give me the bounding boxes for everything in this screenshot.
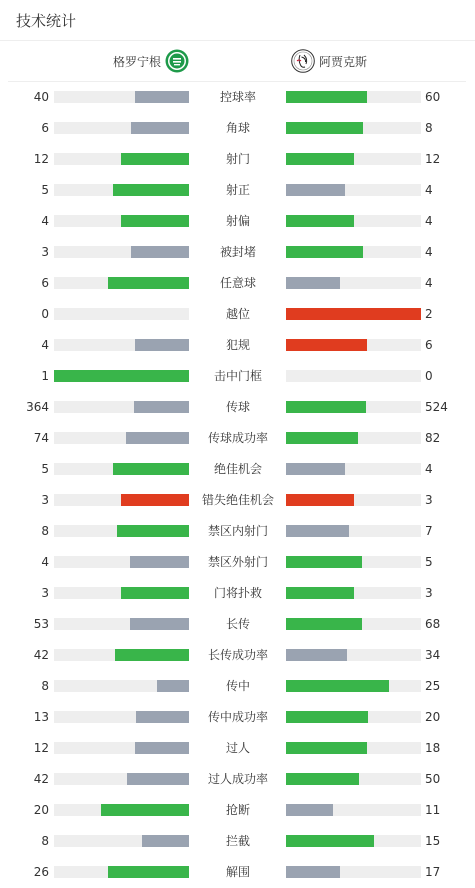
stat-label: 越位 xyxy=(225,307,250,321)
away-stat-bar-track xyxy=(286,680,421,692)
home-stat-bar-track xyxy=(54,246,189,258)
home-stat-bar xyxy=(130,618,189,630)
stat-row xyxy=(0,112,475,143)
away-stat-bar xyxy=(286,525,349,537)
away-stat-value: 7 xyxy=(425,524,433,538)
stat-label: 射偏 xyxy=(225,214,250,228)
home-stat-value: 8 xyxy=(41,834,49,848)
home-stat-bar-track xyxy=(54,122,189,134)
home-stat-bar-track xyxy=(54,215,189,227)
home-stat-bar-track xyxy=(54,773,189,785)
away-stat-bar-track xyxy=(286,618,421,630)
away-stat-bar-track xyxy=(286,91,421,103)
home-stat-bar-track xyxy=(54,556,189,568)
away-stat-bar-track xyxy=(286,742,421,754)
stat-row xyxy=(0,670,475,701)
away-stat-value: 18 xyxy=(425,741,441,755)
stat-row xyxy=(0,732,475,763)
away-stat-value: 0 xyxy=(425,369,433,383)
stat-label: 解围 xyxy=(225,865,250,879)
stat-row xyxy=(0,763,475,794)
away-stat-value: 82 xyxy=(425,431,441,445)
away-stat-value: 11 xyxy=(425,803,441,817)
home-stat-value: 42 xyxy=(33,772,49,786)
home-stat-value: 12 xyxy=(33,741,49,755)
stat-row xyxy=(0,267,475,298)
home-stat-bar xyxy=(142,835,189,847)
home-stat-bar-track xyxy=(54,835,189,847)
away-stat-value: 4 xyxy=(425,245,433,259)
away-stat-value: 12 xyxy=(425,152,441,166)
home-stat-value: 6 xyxy=(41,121,49,135)
away-stat-bar xyxy=(286,742,367,754)
stat-row xyxy=(0,856,475,887)
away-stat-value: 17 xyxy=(425,865,441,879)
home-stat-value: 4 xyxy=(41,555,49,569)
away-stat-bar-track xyxy=(286,215,421,227)
away-stat-bar-track xyxy=(286,866,421,878)
away-stat-value: 20 xyxy=(425,710,441,724)
home-team[interactable] xyxy=(109,48,189,74)
home-stat-bar xyxy=(108,866,189,878)
page-title: 技术统计 xyxy=(16,12,77,30)
home-stat-value: 8 xyxy=(41,524,49,538)
home-stat-bar xyxy=(134,401,189,413)
ajax-logo-icon xyxy=(291,49,315,73)
home-stat-bar-track xyxy=(54,153,189,165)
stat-row xyxy=(0,422,475,453)
away-stat-bar-track xyxy=(286,773,421,785)
home-stat-bar-track xyxy=(54,618,189,630)
home-stat-bar-track xyxy=(54,308,189,320)
home-stat-value: 1 xyxy=(41,369,49,383)
away-stat-value: 524 xyxy=(425,400,448,414)
stat-row xyxy=(0,236,475,267)
away-stat-bar xyxy=(286,773,359,785)
away-stat-bar-track xyxy=(286,587,421,599)
home-stat-value: 5 xyxy=(41,183,49,197)
home-stat-bar xyxy=(115,649,189,661)
stat-label: 禁区外射门 xyxy=(207,555,268,569)
stat-label: 射门 xyxy=(225,152,250,166)
home-stat-value: 74 xyxy=(33,431,49,445)
home-stat-bar-track xyxy=(54,277,189,289)
stat-label: 长传 xyxy=(225,617,250,631)
away-stat-bar xyxy=(286,153,354,165)
home-stat-bar xyxy=(131,246,189,258)
away-stat-value: 4 xyxy=(425,183,433,197)
away-stat-bar-track xyxy=(286,339,421,351)
home-stat-bar xyxy=(135,339,189,351)
home-stat-value: 8 xyxy=(41,679,49,693)
away-stat-value: 5 xyxy=(425,555,433,569)
away-stat-bar xyxy=(286,835,374,847)
away-stat-bar-track xyxy=(286,122,421,134)
home-stat-value: 26 xyxy=(33,865,49,879)
home-stat-value: 42 xyxy=(33,648,49,662)
away-stat-bar xyxy=(286,680,389,692)
stat-row xyxy=(0,81,475,112)
home-stat-bar xyxy=(121,153,189,165)
home-stat-bar xyxy=(117,525,189,537)
stat-label: 传球成功率 xyxy=(207,431,268,445)
home-stat-bar-track xyxy=(54,401,189,413)
home-stat-bar xyxy=(54,370,189,382)
stat-row xyxy=(0,701,475,732)
away-stat-bar xyxy=(286,711,368,723)
away-stat-bar-track xyxy=(286,370,421,382)
away-stat-value: 68 xyxy=(425,617,441,631)
stat-label: 传球 xyxy=(225,400,250,414)
away-stat-bar xyxy=(286,308,421,320)
stat-row xyxy=(0,825,475,856)
away-stat-value: 4 xyxy=(425,462,433,476)
home-stat-bar xyxy=(131,122,189,134)
away-stat-bar xyxy=(286,277,340,289)
home-stat-bar-track xyxy=(54,804,189,816)
stat-row xyxy=(0,515,475,546)
stat-label: 射正 xyxy=(225,183,250,197)
stat-row xyxy=(0,546,475,577)
home-stat-bar xyxy=(121,494,189,506)
away-stat-bar xyxy=(286,494,354,506)
stat-label: 传中 xyxy=(225,679,250,693)
home-stat-bar-track xyxy=(54,370,189,382)
away-stat-value: 4 xyxy=(425,214,433,228)
away-stat-bar-track xyxy=(286,246,421,258)
away-stat-value: 60 xyxy=(425,90,441,104)
away-stat-bar-track xyxy=(286,525,421,537)
away-stat-bar-track xyxy=(286,401,421,413)
home-stat-value: 364 xyxy=(26,400,49,414)
home-stat-value: 20 xyxy=(33,803,49,817)
away-stat-value: 8 xyxy=(425,121,433,135)
away-stat-bar-track xyxy=(286,711,421,723)
away-stat-value: 25 xyxy=(425,679,441,693)
stat-row xyxy=(0,484,475,515)
home-stat-bar xyxy=(113,184,189,196)
home-stat-bar-track xyxy=(54,91,189,103)
away-stat-bar xyxy=(286,91,367,103)
away-stat-value: 3 xyxy=(425,493,433,507)
home-stat-bar xyxy=(135,91,189,103)
away-stat-bar xyxy=(286,463,345,475)
away-stat-bar-track xyxy=(286,556,421,568)
stats-list xyxy=(0,81,475,887)
home-stat-bar-track xyxy=(54,711,189,723)
stat-label: 控球率 xyxy=(219,90,256,104)
away-team[interactable] xyxy=(291,48,371,74)
stat-row xyxy=(0,143,475,174)
stat-row xyxy=(0,174,475,205)
stat-label: 击中门框 xyxy=(213,369,262,383)
home-stat-bar xyxy=(121,587,189,599)
home-stat-bar xyxy=(113,463,189,475)
stat-label: 抢断 xyxy=(225,803,250,817)
away-team-name: 阿贾克斯 xyxy=(319,54,368,69)
home-stat-bar xyxy=(127,773,189,785)
stat-label: 门将扑救 xyxy=(213,586,262,600)
away-stat-bar-track xyxy=(286,432,421,444)
stat-row xyxy=(0,453,475,484)
stat-label: 任意球 xyxy=(219,276,256,290)
home-stat-bar xyxy=(126,432,189,444)
stat-label: 长传成功率 xyxy=(207,648,268,662)
away-stat-bar-track xyxy=(286,277,421,289)
home-stat-bar-track xyxy=(54,649,189,661)
home-stat-bar-track xyxy=(54,525,189,537)
stat-row xyxy=(0,794,475,825)
away-stat-bar xyxy=(286,184,345,196)
home-stat-bar xyxy=(130,556,189,568)
home-stat-bar-track xyxy=(54,680,189,692)
home-stat-value: 6 xyxy=(41,276,49,290)
away-stat-bar xyxy=(286,215,354,227)
home-stat-bar-track xyxy=(54,494,189,506)
home-stat-value: 13 xyxy=(33,710,49,724)
fc-groningen-logo-icon xyxy=(165,49,189,73)
home-stat-value: 4 xyxy=(41,214,49,228)
home-stat-bar-track xyxy=(54,432,189,444)
page-header xyxy=(0,0,475,41)
home-stat-bar xyxy=(108,277,189,289)
away-stat-bar-track xyxy=(286,804,421,816)
away-stat-bar xyxy=(286,401,366,413)
home-stat-bar-track xyxy=(54,339,189,351)
away-stat-bar xyxy=(286,618,362,630)
home-stat-value: 3 xyxy=(41,245,49,259)
away-stat-bar-track xyxy=(286,153,421,165)
home-stat-value: 53 xyxy=(33,617,49,631)
away-stat-bar-track xyxy=(286,649,421,661)
home-stat-bar xyxy=(135,742,189,754)
stat-label: 禁区内射门 xyxy=(207,524,268,538)
stat-label: 过人 xyxy=(225,741,250,755)
stat-row xyxy=(0,577,475,608)
home-stat-bar xyxy=(101,804,189,816)
stat-label: 角球 xyxy=(225,121,250,135)
stat-row xyxy=(0,391,475,422)
stat-label: 被封堵 xyxy=(219,245,256,259)
away-stat-bar xyxy=(286,866,340,878)
away-stat-bar xyxy=(286,246,363,258)
away-stat-value: 4 xyxy=(425,276,433,290)
stat-row xyxy=(0,329,475,360)
home-stat-value: 3 xyxy=(41,493,49,507)
home-stat-bar xyxy=(121,215,189,227)
away-stat-bar xyxy=(286,556,362,568)
home-stat-value: 40 xyxy=(33,90,49,104)
stat-row xyxy=(0,608,475,639)
home-stat-bar-track xyxy=(54,463,189,475)
away-stat-bar-track xyxy=(286,494,421,506)
stat-label: 犯规 xyxy=(225,338,250,352)
away-stat-bar xyxy=(286,587,354,599)
away-stat-bar-track xyxy=(286,308,421,320)
away-stat-value: 15 xyxy=(425,834,441,848)
home-stat-bar xyxy=(157,680,189,692)
away-stat-bar xyxy=(286,649,347,661)
home-stat-value: 0 xyxy=(41,307,49,321)
stat-label: 过人成功率 xyxy=(207,772,268,786)
away-stat-value: 3 xyxy=(425,586,433,600)
away-stat-bar-track xyxy=(286,835,421,847)
away-stat-value: 34 xyxy=(425,648,441,662)
stat-label: 绝佳机会 xyxy=(213,462,262,476)
stat-label: 拦截 xyxy=(225,834,250,848)
home-stat-value: 4 xyxy=(41,338,49,352)
stat-label: 错失绝佳机会 xyxy=(201,493,274,507)
home-stat-bar xyxy=(136,711,189,723)
stat-row xyxy=(0,639,475,670)
stat-row xyxy=(0,360,475,391)
home-stat-value: 12 xyxy=(33,152,49,166)
away-stat-bar xyxy=(286,804,333,816)
away-stat-bar xyxy=(286,122,363,134)
home-stat-value: 5 xyxy=(41,462,49,476)
away-stat-value: 6 xyxy=(425,338,433,352)
home-stat-bar-track xyxy=(54,184,189,196)
home-stat-value: 3 xyxy=(41,586,49,600)
away-stat-bar xyxy=(286,339,367,351)
away-stat-value: 2 xyxy=(425,307,433,321)
stat-label: 传中成功率 xyxy=(207,710,268,724)
away-stat-bar-track xyxy=(286,184,421,196)
home-stat-bar-track xyxy=(54,866,189,878)
home-stat-bar-track xyxy=(54,742,189,754)
home-stat-bar-track xyxy=(54,587,189,599)
team-header xyxy=(8,41,466,82)
home-team-name: 格罗宁根 xyxy=(112,54,161,69)
away-stat-value: 50 xyxy=(425,772,441,786)
stat-row xyxy=(0,205,475,236)
stat-row xyxy=(0,298,475,329)
away-stat-bar-track xyxy=(286,463,421,475)
away-stat-bar xyxy=(286,432,358,444)
